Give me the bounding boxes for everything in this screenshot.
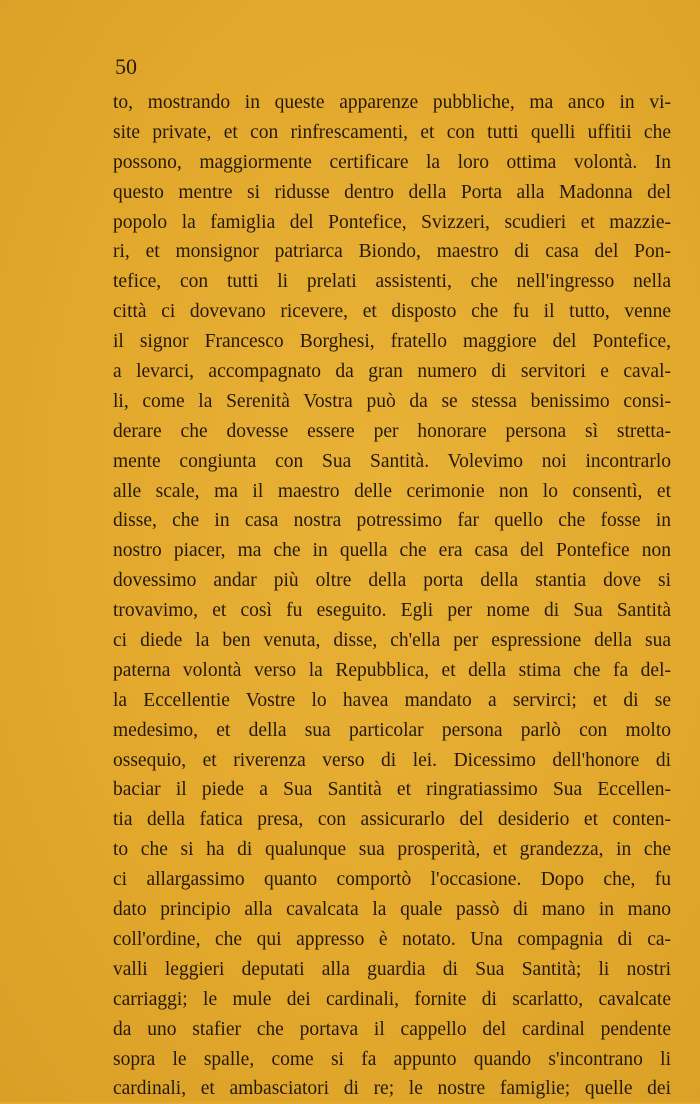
text-line: ci diede la ben venuta, disse, ch'ella per espressione della sua: [113, 630, 671, 652]
text-line: dovessimo andar più oltre della porta della stantia dove si: [113, 570, 671, 592]
text-line: città ci dovevano ricevere, et disposto che fu il tutto, venne: [113, 301, 671, 323]
text-line: il signor Francesco Borghesi, fratello maggiore del Pontefice,: [113, 331, 671, 353]
text-line: carriaggi; le mule dei cardinali, fornite di scarlatto, cavalcate: [113, 988, 671, 1010]
text-line: sopra le spalle, come si fa appunto quando s'incontrano li: [113, 1048, 671, 1070]
text-line: possono, maggiormente certificare la loro ottima volontà. In: [113, 151, 671, 173]
text-line: questo mentre si ridusse dentro della Porta alla Madonna del: [113, 181, 671, 203]
text-line: nostro piacer, ma che in quella che era casa del Pontefice non: [113, 540, 671, 562]
text-line: alle scale, ma il maestro delle cerimonie non lo consentì, et: [113, 480, 671, 502]
text-line: ri, et monsignor patriarca Biondo, maestro di casa del Pon-: [113, 241, 671, 263]
text-line: popolo la famiglia del Pontefice, Svizzeri, scudieri et mazzie-: [113, 211, 671, 233]
text-line: baciar il piede a Sua Santità et ringratiassimo Sua Eccellen-: [113, 779, 671, 801]
text-line: tefice, con tutti li prelati assistenti, che nell'ingresso nella: [113, 271, 671, 293]
text-line: da uno stafier che portava il cappello del cardinal pendente: [113, 1018, 671, 1040]
text-line: site private, et con rinfrescamenti, et con tutti quelli uffitii che: [113, 121, 671, 143]
text-line: ci allargassimo quanto comportò l'occasione. Dopo che, fu: [113, 869, 671, 891]
text-line: to, mostrando in queste apparenze pubbliche, ma anco in vi-: [113, 92, 671, 113]
text-line: ossequio, et riverenza verso di lei. Dicessimo dell'honore di: [113, 749, 671, 771]
text-line: li, come la Serenità Vostra può da se stessa benissimo consi-: [113, 390, 671, 412]
text-line: tia della fatica presa, con assicurarlo del desiderio et conten-: [113, 809, 671, 831]
text-line: medesimo, et della sua particolar persona parlò con molto: [113, 719, 671, 741]
text-line: derare che dovesse essere per honorare persona sì stretta-: [113, 420, 671, 442]
text-line: to che si ha di qualunque sua prosperità, et grandezza, in che: [113, 839, 671, 861]
text-line: trovavimo, et così fu eseguito. Egli per nome di Sua Santità: [113, 600, 671, 622]
body-text: [113, 88, 671, 1104]
text-line: mente congiunta con Sua Santità. Volevimo noi incontrarlo: [113, 450, 671, 472]
text-line: cardinali, et ambasciatori di re; le nostre famiglie; quelle dei: [113, 1078, 671, 1100]
text-line: dato principio alla cavalcata la quale passò di mano in mano: [113, 899, 671, 921]
text-line: paterna volontà verso la Repubblica, et della stima che fa del-: [113, 659, 671, 681]
text-line: valli leggieri deputati alla guardia di Sua Santità; li nostri: [113, 958, 671, 980]
page-number: 50: [115, 54, 137, 79]
text-line: coll'ordine, che qui appresso è notato. Una compagnia di ca-: [113, 928, 671, 950]
text-line: la Eccellentie Vostre lo havea mandato a servirci; et di se: [113, 689, 671, 711]
text-line: disse, che in casa nostra potressimo far quello che fosse in: [113, 510, 671, 532]
text-line: a levarci, accompagnato da gran numero di servitori e caval-: [113, 361, 671, 383]
